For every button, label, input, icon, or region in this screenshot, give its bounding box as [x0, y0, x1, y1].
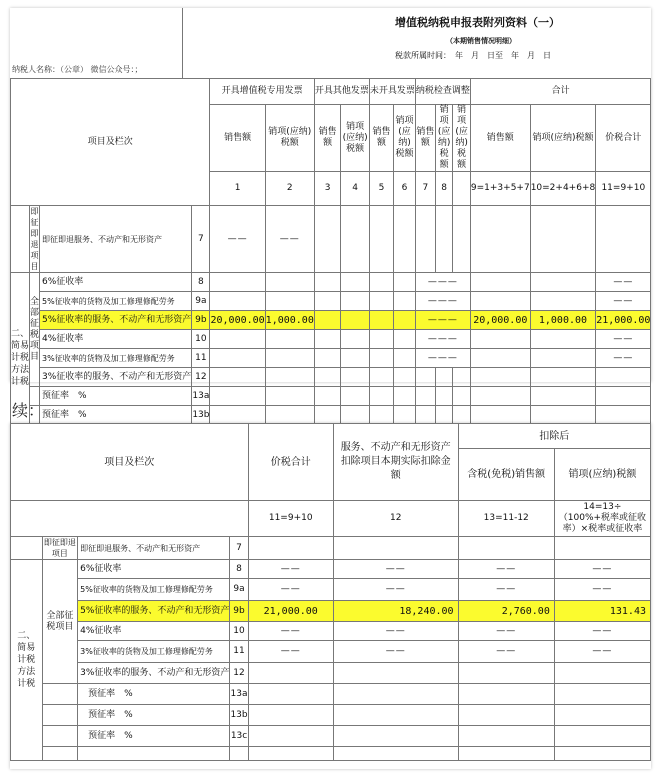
r13a-label: 预征率 %: [40, 387, 192, 406]
row-9b: 5%征收率的服务、不动产和无形资产 9b 20,000.00 1,000.00 ——— 20,000.00 1,000.00 21,000.00: [11, 311, 651, 330]
period-label: 税款所属时间： 年 月 日至 年 月 日: [395, 51, 551, 60]
b-all-levy-label: 全部征税项目: [42, 560, 78, 684]
r11-no: 11: [192, 349, 210, 368]
sec2-label: 二、简易计税方法计税: [11, 273, 30, 444]
col-total-tax: 销项(应纳)税额: [530, 105, 596, 172]
b-r11-label: 3%征收率的货物及加工修理修配劳务: [78, 641, 230, 663]
bottom-col-total-price: 价税合计: [248, 424, 333, 501]
b-r9b-total-price: 21,000.00: [248, 601, 333, 622]
r9b-total-tax: 1,000.00: [530, 311, 596, 330]
bottom-col-net-sales: 含税(免税)销售额: [458, 449, 554, 501]
bottom-num-14: 14=13÷（100%+税率或征收率）×税率或征收率: [554, 501, 650, 537]
no-invoice-group: 未开具发票: [369, 79, 415, 105]
r7-label: 即征即退服务、不动产和无形资产: [40, 206, 192, 273]
form-subtitle: （本期销售情况明细）: [446, 37, 516, 45]
r9b-label: 5%征收率的服务、不动产和无形资产: [40, 311, 192, 330]
b-r10-no: 10: [230, 622, 248, 641]
r9a-label: 5%征收率的货物及加工修理修配劳务: [40, 292, 192, 311]
r12-no: 12: [192, 368, 210, 387]
num-5: 5: [369, 172, 393, 206]
num-8b: [453, 172, 471, 206]
top-sheet: [10, 8, 651, 420]
bottom-project-header: 项目及栏次: [11, 424, 249, 501]
b-r9b-net-tax: 131.43: [554, 601, 650, 622]
b-r9a-label: 5%征收率的货物及加工修理修配劳务: [78, 579, 230, 601]
b-r10-label: 4%征收率: [78, 622, 230, 641]
col-other-tax: 销项(应纳)税额: [341, 105, 370, 172]
b-r12-label: 3%征收率的服务、不动产和无形资产: [78, 663, 230, 684]
special-invoice-group: 开具增值税专用发票: [210, 79, 314, 105]
b-r13b-label: 预征率 %: [78, 705, 230, 726]
num-11: 11=9+10: [596, 172, 651, 206]
b-r9b-deduct: 18,240.00: [333, 601, 458, 622]
col-insp-sales: 销售额: [415, 105, 435, 172]
b-r11-no: 11: [230, 641, 248, 663]
num-9: 9=1+3+5+7: [470, 172, 530, 206]
num-3: 3: [314, 172, 340, 206]
b-r9a-no: 9a: [230, 579, 248, 601]
b-r9b-label: 5%征收率的服务、不动产和无形资产: [78, 601, 230, 622]
num-10: 10=2+4+6+8: [530, 172, 596, 206]
bottom-col-deduct: 服务、不动产和无形资产扣除项目本期实际扣除金额: [333, 424, 458, 501]
r13a-no: 13a: [192, 387, 210, 406]
all-levy-label: 全部征税项目: [30, 273, 40, 387]
col-other-sales: 销售额: [314, 105, 340, 172]
bottom-col-net-tax: 销项(应纳)税额: [554, 449, 650, 501]
b-r9b-no: 9b: [230, 601, 248, 622]
r8-no: 8: [192, 273, 210, 292]
bottom-num-13: 13=11-12: [458, 501, 554, 537]
bottom-num-11: 11=9+10: [248, 501, 333, 537]
r11-label: 3%征收率的货物及加工修理修配劳务: [40, 349, 192, 368]
col-sales: 销售额: [210, 105, 265, 172]
r9a-no: 9a: [192, 292, 210, 311]
b-r13a-label: 预征率 %: [78, 684, 230, 705]
col-insp-tax: 销项(应纳)税额: [435, 105, 453, 172]
r10-label: 4%征收率: [40, 330, 192, 349]
col-total-price: 价税合计: [596, 105, 651, 172]
total-group: 合计: [470, 79, 651, 105]
num-7: 7: [415, 172, 435, 206]
top-table: 项目及栏次 开具增值税专用发票 开具其他发票 未开具发票 纳税检查调整 合计 销售额 销项(应纳)税额 销售额 销项(应纳)税额 销售额 销项(应纳)税额 销售额 销项(应纳)税额 销项(应纳)税额 销售额 销项(应纳)税额 价税合计 1 2 3 4 5 6 7 8 9=1+3+5+7 10=2+4+6+8 11=9+10 即征即退项目 即征即退服务、不动产和无形资产 7 —— —— 二、简易计税方法计税 全部征税项目 6%征收率 8 ——— —— 5%征收率的货物及加工修理修配劳务 9a ——— —— 5%征收率的服务、不动产和无形资产 9b 20,000.00 1,000.00 ——— 20,000.00 1,000.00 21,000.00 4%征收率 10 ——— —— 3%征收率的货物及加工修理修配劳务 11 ——— —— 3%征收率的服务、不动产和无形资产 12 预征率 % 13a 预征率 % 13b: [10, 78, 651, 444]
r9b-tax: 1,000.00: [265, 311, 314, 330]
r8-label: 6%征收率: [40, 273, 192, 292]
other-invoice-group: 开具其他发票: [314, 79, 369, 105]
b-r8-no: 8: [230, 560, 248, 579]
taxpayer-label: 纳税人名称：（公章） 微信公众号：；: [12, 65, 143, 74]
col-insp-extra: 销项(应纳)税额: [453, 105, 471, 172]
col-none-sales: 销售额: [369, 105, 393, 172]
bottom-num-12: 12: [333, 501, 458, 537]
num-2: 2: [265, 172, 314, 206]
col-none-tax: 销项(应纳)税额: [394, 105, 416, 172]
r9b-total-price: 21,000.00: [596, 311, 651, 330]
b-r8-label: 6%征收率: [78, 560, 230, 579]
continued-label: 续：: [12, 401, 45, 420]
num-6: 6: [394, 172, 416, 206]
r7-no: 7: [192, 206, 210, 273]
bottom-sheet: [10, 423, 651, 769]
r9b-sales: 20,000.00: [210, 311, 265, 330]
r13b-no: 13b: [192, 406, 210, 425]
r9b-no: 9b: [192, 311, 210, 330]
b-sec2-label: 二、简易计税方法计税: [11, 560, 43, 761]
bottom-group-after: 扣除后: [458, 424, 650, 449]
form-title: 增值税纳税申报表附列资料（一）: [395, 16, 560, 29]
b-r7-no: 7: [230, 537, 248, 560]
r10-no: 10: [192, 330, 210, 349]
b-r13a-no: 13a: [230, 684, 248, 705]
b-r7-group: 即征即退项目: [43, 538, 76, 558]
b-r9b-net-sales: 2,760.00: [458, 601, 554, 622]
num-4: 4: [341, 172, 370, 206]
b-r12-no: 12: [230, 663, 248, 684]
num-1: 1: [210, 172, 265, 206]
col-total-sales: 销售额: [470, 105, 530, 172]
project-header: 项目及栏次: [11, 79, 210, 206]
inspect-group: 纳税检查调整: [415, 79, 470, 105]
num-8: 8: [435, 172, 453, 206]
b-r7-label: 即征即退服务、不动产和无形资产: [78, 537, 230, 560]
col-tax: 销项(应纳)税额: [265, 105, 314, 172]
r7-group: 即征即退项目: [30, 207, 39, 271]
r9b-total-sales: 20,000.00: [470, 311, 530, 330]
b-r13c-no: 13c: [230, 726, 248, 747]
bottom-table: 项目及栏次 价税合计 服务、不动产和无形资产扣除项目本期实际扣除金额 扣除后 含税(免税)销售额 销项(应纳)税额 11=9+10 12 13=11-12 14=13÷（100%+税率或征收率）×税率或征收率 即征即退项目 即征即退服务、不动产和无形资产 7 二、简易计税方法计税 全部征税项目 6%征收率 8 —— —— —— —— 5%征收率的货物及加工修理修配劳务 9a —— —— —— —— 5%征收率的服务、不动产和无形资产 9b 21,000.00 18,240.00 2,760.00 131.43 4%征收率 10 —— —— —— —— 3%征收率的货物及加工修理修配劳务 11 —— —— —— —— 3%征收率的服务、不动产和无形资产 12 预征率 % 13a 预征率 % 13b 预征率 % 13c: [10, 423, 651, 761]
bottom-row-9b: [11, 601, 651, 622]
r12-label: 3%征收率的服务、不动产和无形资产: [40, 368, 192, 387]
b-r13c-label: 预征率 %: [78, 726, 230, 747]
b-r13b-no: 13b: [230, 705, 248, 726]
r13b-label: 预征率 %: [40, 406, 192, 425]
